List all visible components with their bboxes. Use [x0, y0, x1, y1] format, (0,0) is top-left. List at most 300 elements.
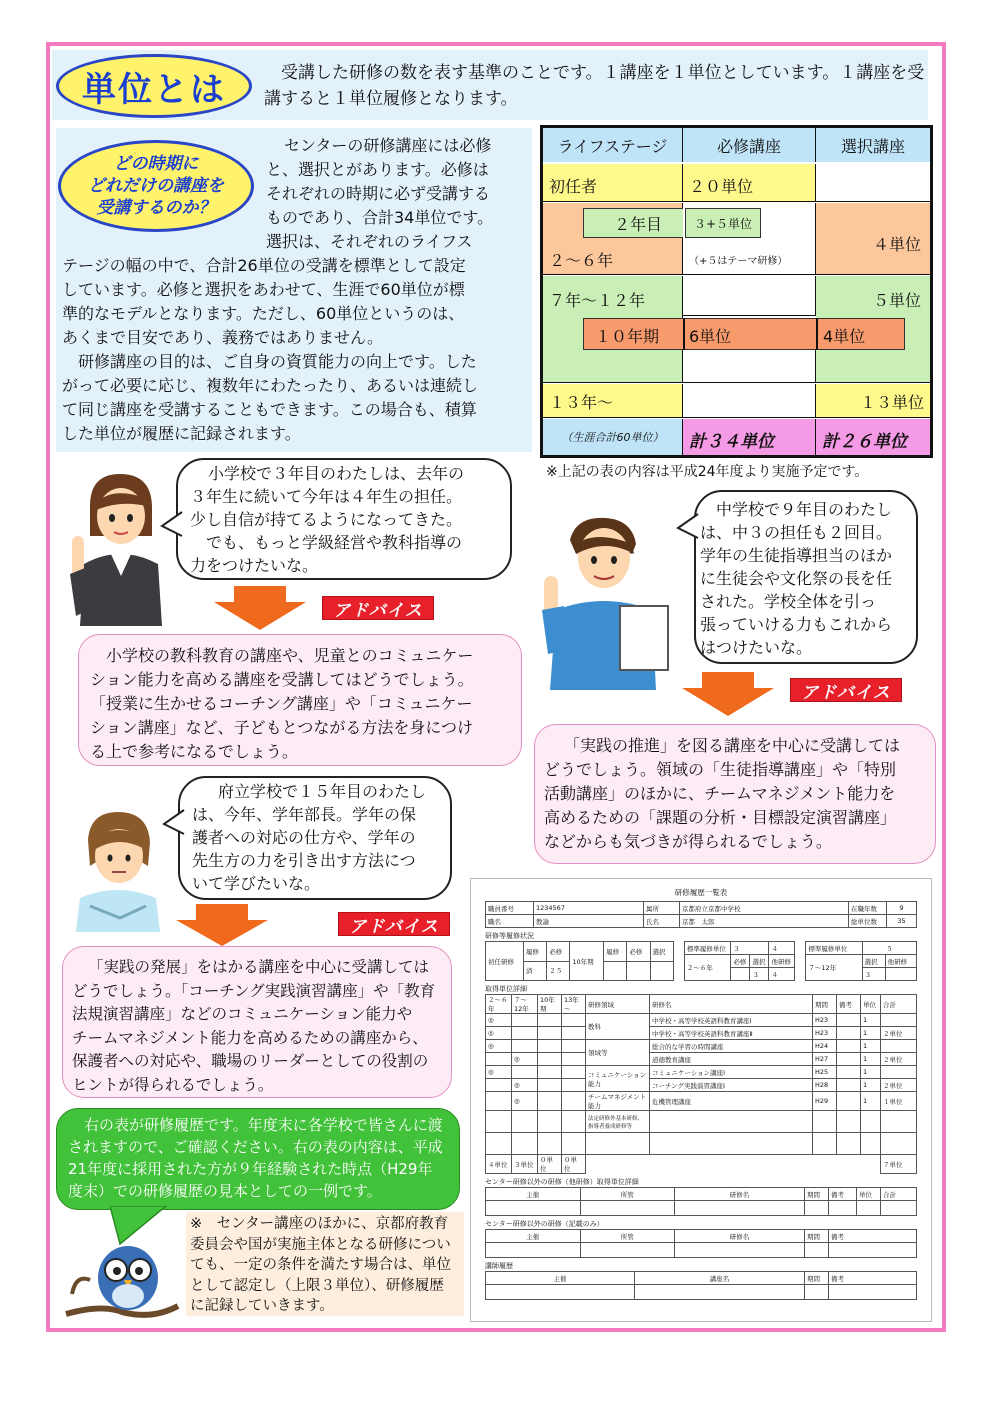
- cell: [512, 1133, 538, 1155]
- cell: [486, 1079, 512, 1092]
- cell: [837, 1014, 861, 1027]
- cell: 期間: [805, 1272, 829, 1285]
- badge-line: 受講するのか？: [96, 198, 216, 218]
- cell: [837, 1053, 861, 1066]
- cell: [562, 1053, 586, 1066]
- bubble3-text: [192, 780, 450, 895]
- cell: 教科: [586, 1014, 650, 1040]
- cell: [486, 1201, 581, 1216]
- record-detail-table: [485, 994, 917, 1174]
- cell: 初任研修: [486, 942, 524, 981]
- cell: [538, 1066, 562, 1079]
- cell: [580, 1243, 675, 1258]
- cell: [805, 1201, 829, 1216]
- cell: [829, 1243, 917, 1258]
- record-lecturer-table: [485, 1271, 917, 1300]
- cell: 主催: [486, 1272, 635, 1285]
- title-oval: [56, 54, 252, 118]
- text-line: 右の表が研修履歴です。年度末に各学校で皆さんに渡: [84, 1116, 443, 1134]
- text-line: て同じ講座を受講することもできます。この場合も、積算: [62, 400, 477, 419]
- cell: [562, 1027, 586, 1040]
- shonin-elective: [816, 164, 930, 202]
- cell: [837, 1133, 861, 1155]
- cell: 済: [524, 961, 547, 981]
- cell: [512, 1066, 538, 1079]
- owl-mascot-illustration: [62, 1234, 182, 1322]
- text-line: は、中３の担任も２回目。: [700, 523, 893, 542]
- total-label: （生涯合計60単位）: [543, 419, 683, 455]
- cell: [512, 1027, 538, 1040]
- sel-13: １３単位: [816, 384, 930, 418]
- cell: [829, 1201, 857, 1216]
- cell: [837, 1027, 861, 1040]
- cell: [538, 1027, 562, 1040]
- cell: ◎: [512, 1079, 538, 1092]
- text-line: 力をつけたいな。: [190, 556, 319, 575]
- cell: 1: [861, 1092, 881, 1111]
- cell: [881, 1014, 917, 1027]
- cell: 合計: [881, 995, 917, 1014]
- cell: [813, 1133, 837, 1155]
- cell: 選択: [862, 955, 885, 968]
- theme-note: （+５はテーマ研修）: [689, 256, 788, 267]
- text-line: どうでしょう。「コーチング実践演習講座」や「教育: [72, 981, 436, 1000]
- when-badge: [58, 140, 254, 232]
- text-line: されますので、ご確認ください。右の表の内容は、平成: [68, 1138, 443, 1156]
- cell: [837, 1066, 861, 1079]
- row-2-6: ２～６年: [549, 251, 614, 270]
- record-other2-table: [485, 1229, 917, 1258]
- cell: 期間: [805, 1230, 829, 1243]
- cell: 必修: [547, 942, 570, 962]
- cell: H25: [813, 1066, 837, 1079]
- arrow-2-head: [682, 688, 774, 716]
- section2-para2: [62, 254, 534, 446]
- text-line: 少し自信が持てるようになってきた。: [190, 510, 463, 529]
- cell: [580, 1201, 675, 1216]
- bubble-tail: [162, 808, 186, 838]
- cell: 13年～: [562, 995, 586, 1014]
- cell: ７単位: [881, 1155, 917, 1174]
- row-7-12: ７年～１２年: [549, 291, 646, 310]
- cell: [486, 1285, 635, 1300]
- text-line: ※ センター講座のほかに、京都府教育: [190, 1216, 449, 1232]
- text-line: 「実践の推進」を図る講座を中心に受講しては: [564, 736, 901, 755]
- nen10-elective: 4単位: [823, 327, 866, 346]
- text-line: は、今年、学年部長。学年の保: [192, 805, 417, 824]
- cell: 法定研修外基本研修、指導者養成研修等: [586, 1111, 650, 1133]
- text-line: 21年度に採用された方が９年経験された時点（H29年: [68, 1160, 433, 1178]
- cell: 在職年数: [849, 902, 887, 915]
- cell: [562, 1092, 586, 1111]
- cell: ２～６年: [486, 995, 512, 1014]
- row-shonin: 初任者: [543, 164, 683, 202]
- record-other-table: [485, 1187, 917, 1216]
- req-7-12-a: [683, 276, 816, 316]
- th-elective: 選択講座: [816, 128, 930, 162]
- bubble1-text: [190, 462, 506, 577]
- teacher3-illustration: [68, 806, 168, 932]
- cell: [586, 1133, 650, 1155]
- cell: 京都府立京都中学校: [680, 902, 849, 915]
- cell: [881, 1201, 917, 1216]
- cell: [627, 961, 650, 981]
- cell: ２～６年: [684, 955, 731, 981]
- arrow-1: [234, 586, 286, 602]
- cell: [675, 1201, 805, 1216]
- text-line: などからも気づきが得られるでしょう。: [544, 832, 832, 851]
- cell: [881, 1111, 917, 1133]
- cell: 10年期: [570, 942, 604, 981]
- cell: ４: [769, 942, 795, 955]
- bar-divider: [683, 318, 685, 350]
- text-line: いて学びたいな。: [192, 874, 321, 893]
- text-line: 研修講座の目的は、ご自身の資質能力の向上です。した: [78, 352, 477, 371]
- arrow-1-head: [214, 602, 306, 630]
- text-line: 「授業に生かせるコーチング講座」や「コミュニケー: [90, 694, 473, 713]
- arrow-2: [702, 672, 754, 688]
- cell: 9: [887, 902, 917, 915]
- cell: [837, 1040, 861, 1053]
- cell: [675, 1243, 805, 1258]
- training-record-sheet: [470, 878, 932, 1322]
- section2-para1: [266, 134, 532, 254]
- text-line: 学年の生徒指導担当のほか: [700, 546, 893, 565]
- record-status-tables: [485, 941, 917, 981]
- definition-text: 受講した研修の数を表す基準のことです。１講座を１単位としています。１講座を受講すると１単位履修となります。: [264, 63, 925, 109]
- cell: 1: [861, 1014, 881, 1027]
- cell: [486, 1053, 512, 1066]
- arrow-3-head: [176, 920, 268, 946]
- sel-7-12-text: ５単位: [873, 291, 922, 310]
- row-10nen: １０年期: [595, 327, 660, 346]
- text-line: ３年生に続いて今年は４年生の担任。: [190, 487, 463, 506]
- cell: [861, 1111, 881, 1133]
- text-line: 張っていける力もこれから: [700, 615, 893, 634]
- cell: [538, 1111, 562, 1133]
- cell: [731, 968, 750, 981]
- cell: 1234567: [534, 902, 644, 915]
- badge-line: どれだけの講座を: [88, 176, 224, 196]
- cell: 1: [861, 1079, 881, 1092]
- cell: 標準履修単位: [806, 942, 862, 955]
- text-line: 準的なモデルとなります。ただし、60単位というのは、: [62, 304, 465, 323]
- cell: H28: [813, 1079, 837, 1092]
- cell: 備考: [829, 1230, 917, 1243]
- text-line: 小学校の教科教育の講座や、児童とのコミュニケー: [106, 646, 474, 665]
- cell: [486, 1243, 581, 1258]
- nen10-required: 6単位: [689, 327, 732, 346]
- cell: 教諭: [534, 915, 644, 928]
- cell: 標準履修単位: [684, 942, 731, 955]
- row-2nen: ２年目: [583, 208, 693, 238]
- text-line: 「実践の発展」をはかる講座を中心に受講しては: [88, 958, 430, 976]
- cell: [881, 1133, 917, 1155]
- cell: 京都 太郎: [680, 915, 849, 928]
- text-line: はつけたいな。: [700, 638, 813, 657]
- cell: コーチング実践演習講座Ⅰ: [650, 1079, 813, 1092]
- cell: 必修: [731, 955, 750, 968]
- cell: [486, 1111, 512, 1133]
- advice2-text: [544, 734, 934, 854]
- cell: ０単位: [562, 1155, 586, 1174]
- cell: [650, 1111, 813, 1133]
- advice-badge-3: アドバイス: [338, 912, 450, 936]
- cell: [837, 1092, 861, 1111]
- cell: [805, 1243, 829, 1258]
- advice-badge-2: アドバイス: [790, 678, 902, 702]
- cell: [512, 1014, 538, 1027]
- text-line: しています。必修と選択をあわせて、生涯で60単位が標: [62, 280, 465, 299]
- footnote-text: [190, 1214, 466, 1317]
- teacher2-illustration: [536, 510, 676, 690]
- text-line: に記録していきます。: [190, 1298, 334, 1314]
- text-line: 先生方の力を引き出す方法につ: [192, 851, 416, 870]
- status-table-1: [485, 941, 674, 981]
- cell: [562, 1133, 586, 1155]
- cell: 研修名: [675, 1230, 805, 1243]
- cell: 研修名: [650, 995, 813, 1014]
- text-line: 法規演習講座」などのコミュニケーション能力や: [72, 1005, 413, 1023]
- bubble-tail: [160, 510, 184, 540]
- text-line: 保護者への対応や、職場のリーダーとしての役割の: [72, 1052, 429, 1070]
- cell: ◎: [486, 1014, 512, 1027]
- text-line: ても、一定の条件を満たす場合は、単位: [190, 1257, 451, 1273]
- record-other-title: センター研修以外の研修（他研修）取得単位詳細: [485, 1178, 639, 1186]
- text-line: ヒントが得られるでしょう。: [72, 1075, 274, 1094]
- text-line: した単位が履歴に記録されます。: [62, 424, 301, 443]
- teacher1-illustration: [60, 466, 176, 626]
- text-line: 委員会や国が実施主体となる研修につい: [190, 1236, 451, 1253]
- cell: [635, 1285, 805, 1300]
- cell: [805, 1285, 829, 1300]
- cell: ７～12年: [512, 995, 538, 1014]
- text-line: として認定し（上限３単位）、研修履歴: [190, 1277, 444, 1294]
- cell: 備考: [829, 1188, 857, 1201]
- cell: 氏名: [644, 915, 680, 928]
- cell: [538, 1053, 562, 1066]
- cell: 1: [861, 1053, 881, 1066]
- cell: 期間: [805, 1188, 829, 1201]
- cell: [837, 1079, 861, 1092]
- cell: 職名: [486, 915, 534, 928]
- cell: 選択: [650, 942, 673, 962]
- text-line: テージの幅の中で、合計26単位の受講を標準として設定: [62, 256, 466, 275]
- cell: 他研修: [769, 955, 795, 968]
- cell: [650, 1133, 813, 1155]
- total-required: 計３４単位: [683, 419, 816, 455]
- text-line: 高めるための「課題の分析・目標設定演習講座」: [544, 808, 897, 827]
- text-line: センターの研修講座には必修: [284, 136, 492, 155]
- record-other2-title: センター研修以外の研修（記載のみ）: [485, 1220, 604, 1228]
- cell: ４単位: [486, 1155, 512, 1174]
- status-table-3: [805, 941, 917, 981]
- text-line: る上で参考になるでしょう。: [90, 742, 298, 761]
- cell: 選択: [750, 955, 769, 968]
- advice1-text: [90, 644, 520, 764]
- nen2-required: ３+５単位: [685, 208, 761, 238]
- cell: 属所: [644, 902, 680, 915]
- cell: ５: [862, 942, 916, 955]
- cell: 講座名: [635, 1272, 805, 1285]
- cell: 研修名: [675, 1188, 805, 1201]
- cell: [829, 1285, 917, 1300]
- cell: [586, 1155, 881, 1174]
- cell: 他研修: [885, 955, 916, 968]
- cell: H29: [813, 1092, 837, 1111]
- cell: [486, 1133, 512, 1155]
- req-7-12-b: [683, 350, 816, 383]
- cell: 履修: [604, 942, 627, 962]
- page-title: 単位とは: [82, 69, 226, 110]
- cell: [538, 1040, 562, 1053]
- cell: コミュニケーション講座Ⅰ: [650, 1066, 813, 1079]
- cell: 道徳教育講座: [650, 1053, 813, 1066]
- cell: [512, 1111, 538, 1133]
- cell: ２単位: [881, 1053, 917, 1066]
- cell: ◎: [512, 1092, 538, 1111]
- text-line: ものであり、合計34単位です。: [266, 208, 494, 227]
- text-line: 中学校で９年目のわたし: [716, 500, 893, 519]
- cell: チームマネジメント能力: [586, 1092, 650, 1111]
- badge-line: どの時期に: [113, 154, 199, 174]
- text-line: に生徒会や文化祭の長を任: [700, 569, 893, 588]
- cell: [562, 1066, 586, 1079]
- cell: ◎: [486, 1040, 512, 1053]
- cell: ０単位: [538, 1155, 562, 1174]
- cell: [813, 1111, 837, 1133]
- cell: [512, 1040, 538, 1053]
- advice3-text: [72, 956, 452, 1097]
- record-lecturer-title: 講師履歴: [485, 1262, 513, 1270]
- cell: 合計: [881, 1188, 917, 1201]
- cell: 中学校・高等学校英語科教育講座Ⅱ: [650, 1027, 813, 1040]
- cell: [562, 1040, 586, 1053]
- cell: 単位: [857, 1188, 881, 1201]
- cell: H23: [813, 1014, 837, 1027]
- cell: [538, 1133, 562, 1155]
- cell: [562, 1111, 586, 1133]
- status-table-2: [684, 941, 796, 981]
- cell: 主催: [486, 1230, 581, 1243]
- green-callout-text: [68, 1114, 456, 1202]
- cell: ２単位: [881, 1027, 917, 1040]
- text-line: 度末）での研修履歴の見本としての一例です。: [68, 1182, 382, 1200]
- advice-badge-1: アドバイス: [322, 596, 434, 620]
- cell: [562, 1079, 586, 1092]
- cell: １単位: [881, 1092, 917, 1111]
- text-line: あくまで目安であり、義務ではありません。: [62, 328, 383, 347]
- cell: 総単位数: [849, 915, 887, 928]
- text-line: 活動講座」のほかに、チームマネジメント能力を: [544, 784, 896, 803]
- cell: 総合的な学習の時間講座: [650, 1040, 813, 1053]
- cell: [885, 968, 916, 981]
- cell: 備考: [837, 995, 861, 1014]
- cell: ２５: [547, 961, 570, 981]
- cell: [486, 1092, 512, 1111]
- cell: ４: [769, 968, 795, 981]
- cell: コミュニケーション能力: [586, 1066, 650, 1092]
- req-13: [683, 384, 816, 418]
- sel-2-6-text: ４単位: [873, 235, 922, 254]
- cell: [562, 1014, 586, 1027]
- cell: ◎: [486, 1027, 512, 1040]
- cell: 危機管理講座: [650, 1092, 813, 1111]
- cell: [604, 961, 627, 981]
- cell: H24: [813, 1040, 837, 1053]
- shonin-required: ２０単位: [683, 164, 816, 202]
- cell: [538, 1079, 562, 1092]
- cell: ３: [862, 968, 885, 981]
- cell: [538, 1092, 562, 1111]
- cell: H23: [813, 1027, 837, 1040]
- text-line: された。学校全体を引っ: [700, 592, 877, 611]
- record-detail-title: 取得単位詳細: [485, 985, 527, 993]
- cell: ◎: [486, 1066, 512, 1079]
- cell: ２単位: [881, 1079, 917, 1092]
- cell: 単位: [861, 995, 881, 1014]
- cell: [857, 1201, 881, 1216]
- text-line: それぞれの時期に必ず受講する: [266, 184, 491, 203]
- cell: 備考: [829, 1272, 917, 1285]
- bubble2-text: [700, 498, 916, 659]
- text-line: 府立学校で１５年目のわたし: [218, 782, 427, 801]
- bubble-tail: [676, 512, 700, 542]
- row-13: １３年～: [543, 384, 683, 418]
- cell: 1: [861, 1040, 881, 1053]
- cell: 中学校・高等学校英語科教育講座Ⅰ: [650, 1014, 813, 1027]
- cell: [861, 1133, 881, 1155]
- record-status-title: 研修等履修状況: [485, 932, 534, 940]
- cell: ◎: [512, 1053, 538, 1066]
- record-title: 研修履歴一覧表: [674, 888, 728, 897]
- cell: 必修: [627, 942, 650, 962]
- text-line: ション講座」など、子どもとつながる方法を身につけ: [90, 718, 474, 737]
- text-line: 選択は、それぞれのライフス: [266, 232, 473, 251]
- cell: ３: [750, 968, 769, 981]
- table-note: ※上記の表の内容は平成24年度より実施予定です。: [546, 464, 869, 480]
- cell: 領域等: [586, 1040, 650, 1066]
- text-line: ション能力を高める講座を受講してはどうでしょう。: [90, 670, 474, 689]
- cell: 期間: [813, 995, 837, 1014]
- cell: 主催: [486, 1188, 581, 1201]
- cell: [881, 1040, 917, 1053]
- cell: [837, 1111, 861, 1133]
- cell: 10年期: [538, 995, 562, 1014]
- cell: 所管: [580, 1188, 675, 1201]
- cell: 職員番号: [486, 902, 534, 915]
- cell: 35: [887, 915, 917, 928]
- cell: ３: [731, 942, 769, 955]
- th-lifestage: ライフステージ: [543, 128, 683, 162]
- cell: 履修: [524, 942, 547, 962]
- cell: H27: [813, 1053, 837, 1066]
- cell: [650, 961, 673, 981]
- cell: 1: [861, 1027, 881, 1040]
- text-line: 小学校で３年目のわたしは、去年の: [208, 464, 465, 483]
- lifestage-table: [540, 125, 933, 458]
- bar-divider: [816, 318, 818, 350]
- cell: [881, 1066, 917, 1079]
- cell: 研修領域: [586, 995, 650, 1014]
- cell: 1: [861, 1066, 881, 1079]
- cell: ７～12年: [806, 955, 862, 981]
- arrow-3: [196, 904, 248, 920]
- text-line: チームマネジメント能力を高めるための講座から、: [72, 1028, 428, 1047]
- cell: [538, 1014, 562, 1027]
- text-line: でも、もっと学級経営や教科指導の: [190, 533, 463, 552]
- cell: 所管: [580, 1230, 675, 1243]
